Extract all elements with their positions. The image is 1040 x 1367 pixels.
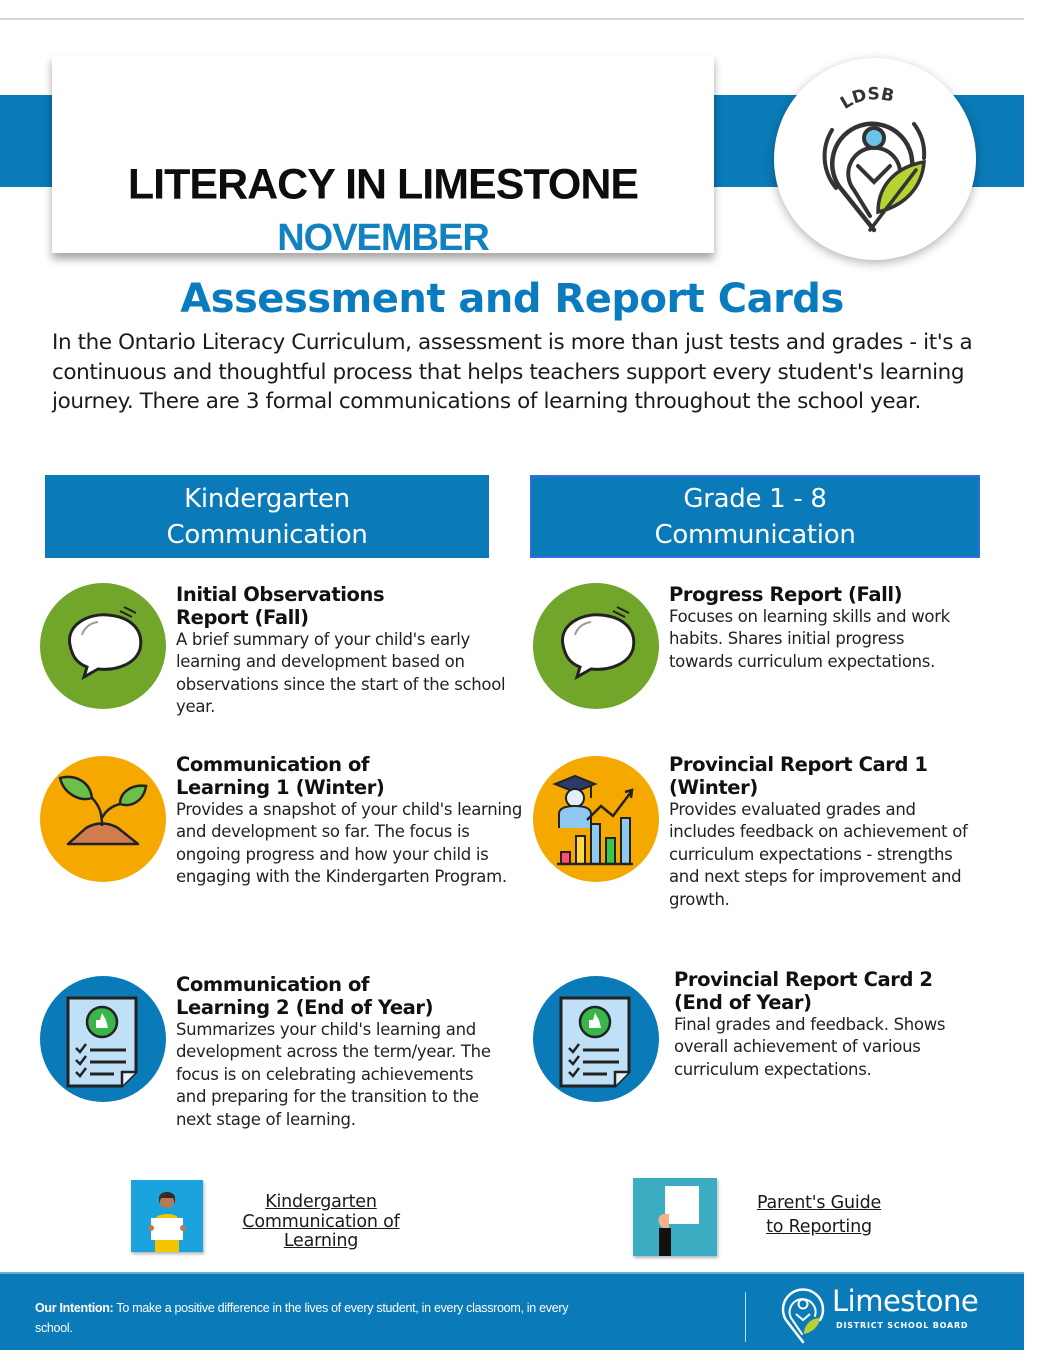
graduate-growth-chart-icon [533, 756, 659, 882]
grade-provincial-report-card-1 [533, 753, 983, 943]
icon-circle [40, 583, 166, 709]
link-line[interactable]: to Reporting [766, 1216, 872, 1237]
item-text [669, 583, 979, 673]
parents-guide-link[interactable] [729, 1194, 909, 1237]
report-checklist-icon [40, 976, 166, 1102]
link-line[interactable]: Parent's Guide [756, 1193, 882, 1213]
svg-text:LDSB: LDSB [837, 84, 896, 114]
item-title: Report (Fall) [176, 606, 309, 629]
item-title: Progress Report (Fall) [669, 583, 903, 606]
icon-circle [533, 583, 659, 709]
grade-provincial-report-card-2 [533, 968, 983, 1108]
item-title: Provincial Report Card 1 [669, 753, 928, 776]
item-text [176, 583, 506, 719]
title-card [52, 55, 714, 259]
speech-bubble-icon [533, 583, 659, 709]
grade-1-8-column-header [530, 475, 980, 558]
parents-guide-link-block[interactable] [633, 1178, 913, 1258]
intro-paragraph: In the Ontario Literacy Curriculum, assessment is more than just tests and grades - it's a continuous and thoughtful process that helps teachers support every student's learning journey. There are 3 formal communications of learning throughout the school year. [52, 330, 973, 414]
footer-divider [745, 1292, 746, 1342]
teacher-holding-paper-icon[interactable] [131, 1180, 203, 1252]
header-line: Communication [654, 520, 856, 550]
report-checklist-icon [533, 976, 659, 1102]
item-title: (Winter) [669, 776, 758, 799]
item-title: Provincial Report Card 2 [674, 968, 933, 991]
footer-brand-name: Limestone [832, 1284, 979, 1318]
intention-label: Our Intention: [35, 1301, 114, 1315]
item-title: Learning 2 (End of Year) [176, 996, 434, 1019]
speech-bubble-icon [40, 583, 166, 709]
item-title: (End of Year) [674, 991, 812, 1014]
header-line: Communication [166, 520, 368, 550]
item-title: Communication of [176, 753, 370, 776]
icon-circle [40, 756, 166, 882]
footer-intention [35, 1298, 595, 1338]
item-description: Focuses on learning skills and work habits. Shares initial progress towards curriculum expectations. [669, 607, 950, 671]
item-description: A brief summary of your child's early learning and development based on observations since the start of the school year. [176, 630, 506, 717]
sprout-icon [40, 756, 166, 882]
footer [0, 1272, 1024, 1350]
item-title: Communication of [176, 973, 370, 996]
kindergarten-communication-learning-1 [40, 753, 523, 943]
link-line[interactable]: Learning [283, 1231, 359, 1251]
kindergarten-communication-link[interactable] [221, 1193, 421, 1252]
item-description: Provides a snapshot of your child's learning and development so far. The focus is ongoing progress and how your child is engaging with the Kindergarten Program. [176, 800, 523, 887]
link-line[interactable]: Kindergarten [265, 1192, 377, 1212]
item-title: Initial Observations [176, 583, 385, 606]
item-text [176, 973, 496, 1131]
link-line[interactable]: Communication of [242, 1211, 400, 1232]
kindergarten-initial-observations [40, 583, 506, 723]
top-divider [0, 18, 1024, 20]
item-text [674, 968, 964, 1081]
grade-progress-report [533, 583, 983, 723]
icon-circle [533, 756, 659, 882]
icon-circle [533, 976, 659, 1102]
item-description: Final grades and feedback. Shows overall achievement of various curriculum expectations. [674, 1015, 946, 1079]
intention-text: To make a positive difference in the lives of every student, in every classroom, in every school. [35, 1301, 569, 1335]
ldsb-pin-leaf-icon [774, 58, 976, 260]
item-text [669, 753, 969, 911]
header-line: Kindergarten [184, 484, 350, 514]
kindergarten-column-header [45, 475, 489, 558]
footer-brand-subtitle: DISTRICT SCHOOL BOARD [836, 1321, 969, 1330]
section-title: Assessment and Report Cards [180, 276, 844, 322]
item-text [176, 753, 526, 889]
limestone-logo-icon [778, 1284, 828, 1346]
newsletter-title: LITERACY IN LIMESTONE [127, 160, 639, 209]
item-title: Learning 1 (Winter) [176, 776, 385, 799]
icon-circle [40, 976, 166, 1102]
header-line: Grade 1 - 8 [683, 484, 827, 514]
item-description: Provides evaluated grades and includes feedback on achievement of curriculum expectations - strengths and next steps for improvement and growth. [669, 800, 968, 909]
kindergarten-communication-learning-2 [40, 973, 500, 1163]
kindergarten-communication-link-block[interactable] [131, 1180, 431, 1255]
item-description: Summarizes your child's learning and development across the term/year. The focus is on celebrating achievements and preparing for the transition to the next stage of learning. [176, 1020, 491, 1129]
newsletter-month: NOVEMBER [277, 217, 489, 259]
hand-holding-paper-icon[interactable] [633, 1178, 717, 1256]
ldsb-logo [774, 58, 976, 260]
